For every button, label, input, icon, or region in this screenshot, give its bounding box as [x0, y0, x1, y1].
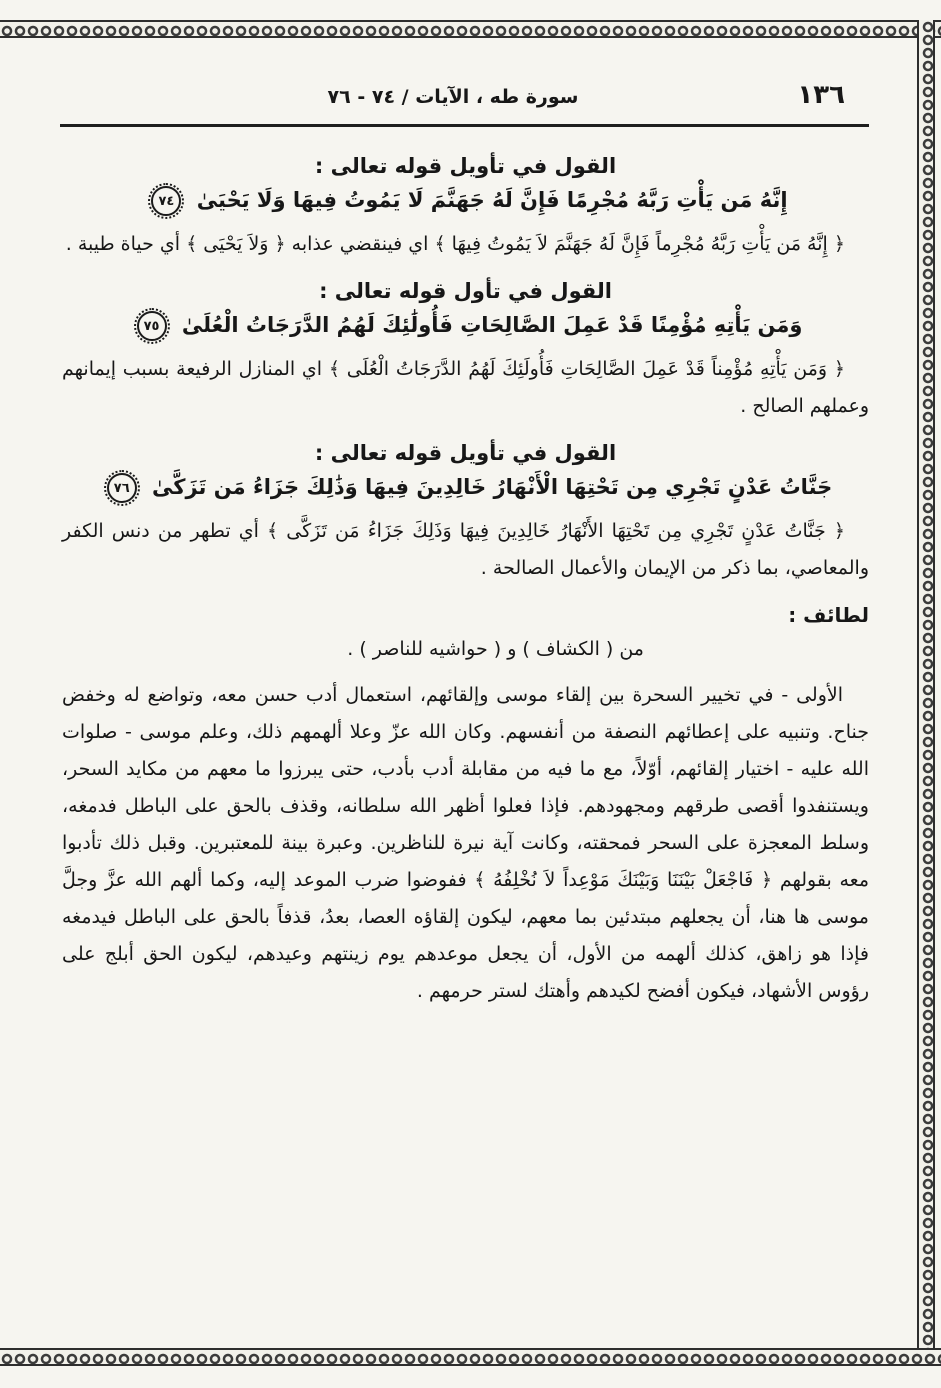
commentary-paragraph-2: ﴿ وَمَن يَأْتِهِ مُؤْمِناً قَدْ عَمِلَ الصَّالِحَاتِ فَأُولَئِكَ لَهُمُ الدَّرَجَاتُ الْعُلَى ﴾ اي المنازل الرفيعة بسبب إيمانهم وعملهم الصالح . — [62, 358, 869, 417]
ayah-number-74: ٧٤ — [158, 193, 175, 209]
ayah-medallion-76 — [107, 473, 137, 503]
commentary-paragraph-1: ﴿ إِنَّهُ مَن يَأْتِ رَبَّهُ مُجْرِماً فَإِنَّ لَهُ جَهَنَّمَ لاَ يَمُوتُ فِيهَا ﴾ اي فينقضي عذابه ﴿ وَلاَ يَحْيَى ﴾ أي حياة طيبة . — [65, 233, 845, 255]
ayah-medallion-75 — [137, 311, 167, 341]
section-heading-3: القول في تأويل قوله تعالى : — [314, 441, 617, 465]
ornamental-border-top — [0, 20, 941, 38]
ornamental-border-right — [917, 20, 935, 1366]
lataif-body-paragraph: الأولى - في تخيير السحرة بين إلقاء موسى وإلقائهم، استعمال أدب حسن معه، وتواضع له وخفض جناح. وتنبيه على إعطائهم النصفة من أنفسهم. وكان الله عزّ وعلا ألهمهم ذلك، وعلم موسى - صلوات الله عليه - اختيار إلقائهم، أوّلاً، مع ما فيه من مقابلة أدب بأدب، حتى يبرزوا ما معهم من مكايد السحر، ويستنفدوا أقصى طرقهم ومجهودهم. فإذا فعلوا أظهر الله سلطانه، وقذف بالحق على الباطل فدمغه، وسلط المعجزة على السحر فمحقته، وكانت آية نيرة للناظرين. وعبرة بينة للمعتبرين. وقبل ذلك تأدبوا معه بقولهم ﴿ فَاجْعَلْ بَيْنَنَا وَبَيْنَكَ مَوْعِداً لاَ نُخْلِفُهُ ﴾ ففوضوا ضرب الموعد إليه، وكما ألهم الله عزَّ وجلَّ موسى ها هنا، أن يجعلهم مبتدئين بما معهم، ليكون إلقاؤه العصا، بعدُ، قذفاً بالحق على الباطل فيدمغه فإذا هو زاهق، كذلك ألهمه من الأول، أن يجعل موعدهم يوم زينتهم وعيدهم، ليكون الحق أبلج على رؤوس الأشهاد، فيكون أفضح لكيدهم وأهتك لستر حرمهم . — [62, 684, 869, 1002]
verse-text-74: إِنَّهُ مَن يَأْتِ رَبَّهُ مُجْرِمًا فَإِنَّ لَهُ جَهَنَّمَ لَا يَمُوتُ فِيهَا وَلَا يَحْيَىٰ — [196, 188, 788, 212]
quran-verse-76 — [62, 473, 869, 503]
running-header-title: سورة طه ، الآيات / ٧٤ - ٧٦ — [327, 86, 579, 108]
page-body — [62, 138, 869, 1010]
section-heading-2: القول في تأول قوله تعالى : — [319, 279, 612, 303]
verse-text-75: وَمَن يَأْتِهِ مُؤْمِنًا قَدْ عَمِلَ الصَّالِحَاتِ فَأُولَٰئِكَ لَهُمُ الدَّرَجَاتُ الْعُلَىٰ — [181, 313, 803, 337]
lataif-heading: لطائف : — [788, 603, 869, 627]
ayah-medallion-74 — [151, 186, 181, 216]
ayah-number-75: ٧٥ — [143, 318, 160, 334]
lataif-source-line: من ( الكشاف ) و ( حواشيه للناصر ) . — [347, 638, 644, 660]
verse-text-76: جَنَّاتُ عَدْنٍ تَجْرِي مِن تَحْتِهَا الْأَنْهَارُ خَالِدِينَ فِيهَا وَذَٰلِكَ جَزَاءُ مَن تَزَكَّىٰ — [152, 475, 833, 499]
header-rule — [60, 124, 869, 127]
page-number: ١٣٦ — [797, 80, 845, 110]
quran-verse-74 — [62, 186, 869, 216]
ayah-number-76: ٧٦ — [113, 480, 130, 496]
quran-verse-75 — [62, 311, 869, 341]
commentary-paragraph-3: ﴿ جَنَّاتُ عَدْنٍ تَجْرِي مِن تَحْتِهَا الأَنْهَارُ خَالِدِينَ فِيهَا وَذَلِكَ جَزَاءُ مَن تَزَكَّى ﴾ أي تطهر من دنس الكفر والمعاصي، بما ذكر من الإيمان والأعمال الصالحة . — [62, 520, 869, 579]
ornamental-border-bottom — [0, 1348, 941, 1366]
section-heading-1: القول في تأويل قوله تعالى : — [314, 154, 617, 178]
